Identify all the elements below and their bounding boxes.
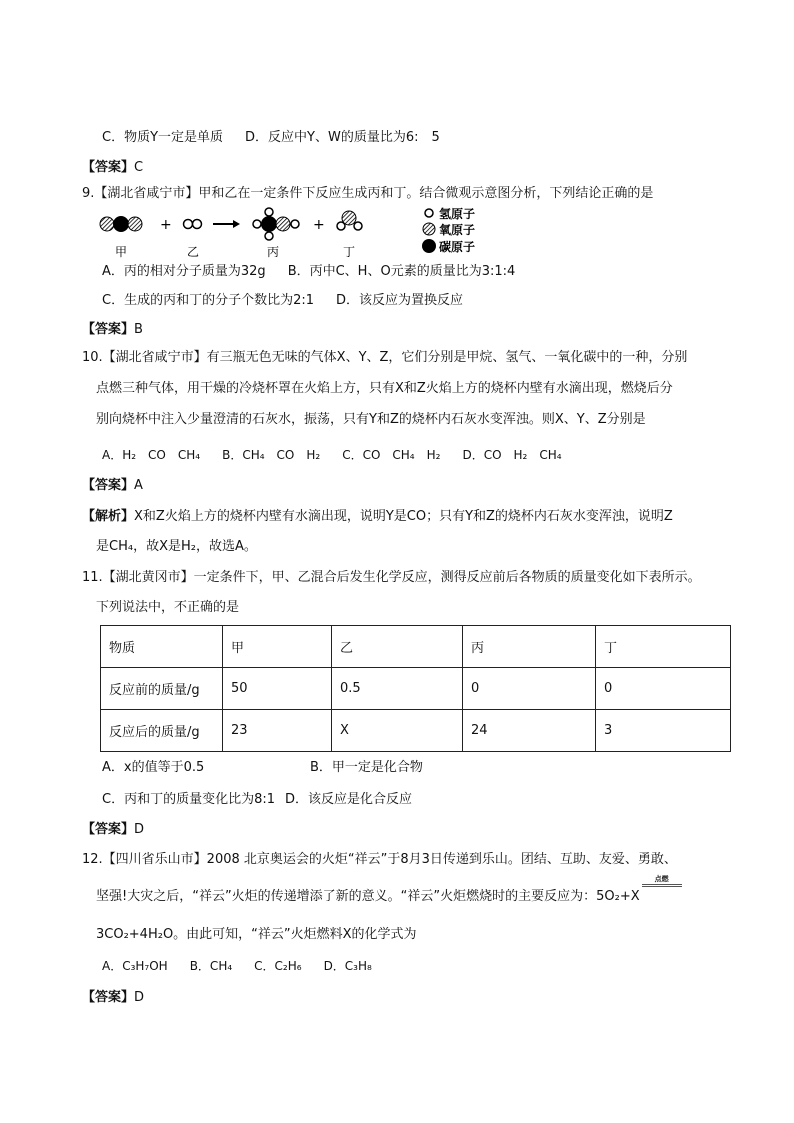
analysis-label: 【解析】 — [82, 509, 135, 524]
reaction-diagram — [95, 206, 495, 259]
q9-answer — [82, 321, 143, 339]
plus-sign: + — [313, 217, 325, 233]
q11-stem-line: 下列说法中，不正确的是 — [96, 600, 240, 615]
plus-sign: + — [160, 217, 172, 233]
q12-option-b: B．CH₄ — [189, 959, 233, 973]
q12-option-a: A．C₃H₇OH — [102, 959, 168, 973]
q11-option-c: C．丙和丁的质量变化比为8:1 — [102, 792, 275, 807]
table-cell: 0 — [596, 668, 731, 710]
table-cell: 丁 — [596, 626, 731, 668]
answer-label: 【答案】 — [82, 322, 135, 337]
answer-value: D — [134, 822, 145, 837]
molecule-yi — [184, 220, 202, 229]
table-cell: 反应前的质量/g — [101, 668, 223, 710]
q10-stem-line: 别向烧杯中注入少量澄清的石灰水，振荡，只有Y和Z的烧杯内石灰水变浑浊。则X、Y、Z分别是 — [96, 412, 646, 427]
table-cell: 24 — [463, 710, 596, 752]
table-row — [101, 710, 731, 752]
q12-answer — [82, 989, 144, 1007]
molecule-ding — [337, 211, 362, 230]
table-cell: 3 — [596, 710, 731, 752]
arrow-icon — [213, 220, 240, 228]
reaction-condition: 点燃 — [642, 875, 682, 887]
q8-option-d: D．反应中Y、W的质量比为6: 5 — [245, 130, 440, 145]
q10-stem-line: 点燃三种气体，用干燥的冷烧杯罩在火焰上方，只有X和Z火焰上方的烧杯内壁有水滴出现，燃烧后分 — [96, 381, 673, 396]
q12-option-c: C．C₂H₆ — [254, 959, 302, 973]
q12-stem-line: 12.【四川省乐山市】2008 北京奥运会的火炬“祥云”于8月3日传递到乐山。团结、互助、友爱、勇敢、 — [82, 852, 677, 867]
table-cell: 0.5 — [332, 668, 463, 710]
label-ding: 丁 — [343, 245, 356, 259]
answer-label: 【答案】 — [82, 160, 135, 175]
label-yi: 乙 — [187, 245, 200, 259]
answer-value: B — [134, 322, 143, 337]
q9-options-ab — [102, 263, 515, 281]
reaction-arrow — [640, 875, 684, 906]
q8-answer — [82, 159, 143, 177]
q10-option-d: D．CO H₂ CH₄ — [462, 448, 562, 462]
q10-stem-line: 10.【湖北省咸宁市】有三瓶无色无味的气体X、Y、Z，它们分别是甲烷、氢气、一氧化碳中的一种，分别 — [82, 350, 688, 365]
legend-hydrogen: 氢原子 — [439, 207, 476, 221]
q8-option-c: C．物质Y一定是单质 — [102, 130, 224, 145]
q10-answer — [82, 477, 143, 495]
table-cell: 丙 — [463, 626, 596, 668]
analysis-text: 是CH₄，故X是H₂，故选A。 — [96, 539, 257, 554]
answer-label: 【答案】 — [82, 478, 135, 493]
q12-stem-line-2 — [96, 875, 684, 906]
answer-label: 【答案】 — [82, 990, 135, 1005]
legend — [422, 206, 475, 254]
label-bing: 丙 — [267, 245, 280, 259]
answer-value: D — [134, 990, 145, 1005]
q10-option-c: C．CO CH₄ H₂ — [342, 448, 441, 462]
table-header-row — [101, 626, 731, 668]
q11-option-b: B．甲一定是化合物 — [310, 760, 423, 775]
table-cell: 反应后的质量/g — [101, 710, 223, 752]
q9-option-d: D．该反应为置换反应 — [336, 293, 464, 308]
q11-stem-line: 11.【湖北黄冈市】一定条件下，甲、乙混合后发生化学反应，测得反应前后各物质的质量变化如下表所示。 — [82, 570, 701, 585]
q11-options-ab — [102, 759, 423, 777]
q10-option-a: A．H₂ CO CH₄ — [102, 448, 201, 462]
mass-table — [100, 625, 731, 752]
q12-option-d: D．C₃H₈ — [323, 959, 372, 973]
table-cell: 物质 — [101, 626, 223, 668]
molecule-jia — [100, 216, 142, 232]
answer-value: C — [134, 160, 144, 175]
q9-stem: 9.【湖北省咸宁市】甲和乙在一定条件下反应生成丙和丁。结合微观示意图分析，下列结论正确的是 — [82, 186, 654, 201]
table-cell: 50 — [223, 668, 332, 710]
q11-options-cd — [102, 791, 412, 809]
legend-oxygen: 氧原子 — [439, 223, 476, 237]
q11-answer — [82, 821, 144, 839]
table-cell: X — [332, 710, 463, 752]
q12-stem-line: 3CO₂+4H₂O。由此可知，“祥云”火炬燃料X的化学式为 — [96, 927, 417, 942]
table-cell: 23 — [223, 710, 332, 752]
table-cell: 甲 — [223, 626, 332, 668]
q8-options — [102, 129, 440, 147]
q9-option-b: B．丙中C、H、O元素的质量比为3:1:4 — [287, 264, 516, 279]
table-cell: 乙 — [332, 626, 463, 668]
q12-stem-line: 坚强!大灾之后，“祥云”火炬的传递增添了新的意义。“祥云”火炬燃烧时的主要反应为：5O₂+X — [96, 889, 640, 904]
answer-value: A — [134, 478, 143, 493]
answer-label: 【答案】 — [82, 822, 135, 837]
q12-options — [102, 957, 372, 975]
analysis-text: X和Z火焰上方的烧杯内壁有水滴出现，说明Y是CO；只有Y和Z的烧杯内石灰水变浑浊，说明Z — [134, 509, 673, 524]
label-jia: 甲 — [115, 245, 128, 259]
q9-option-a: A．丙的相对分子质量为32g — [102, 264, 266, 279]
q11-option-d: D．该反应是化合反应 — [285, 792, 413, 807]
table-row — [101, 668, 731, 710]
table-cell: 0 — [463, 668, 596, 710]
q10-analysis — [82, 508, 673, 526]
q9-option-c: C．生成的丙和丁的分子个数比为2:1 — [102, 293, 314, 308]
q9-options-cd — [102, 292, 463, 310]
q10-options — [102, 446, 562, 464]
legend-carbon: 碳原子 — [439, 240, 476, 254]
q11-option-a: A．x的值等于0.5 — [102, 760, 205, 775]
q10-option-b: B．CH₄ CO H₂ — [222, 448, 321, 462]
molecule-bing — [253, 208, 299, 240]
